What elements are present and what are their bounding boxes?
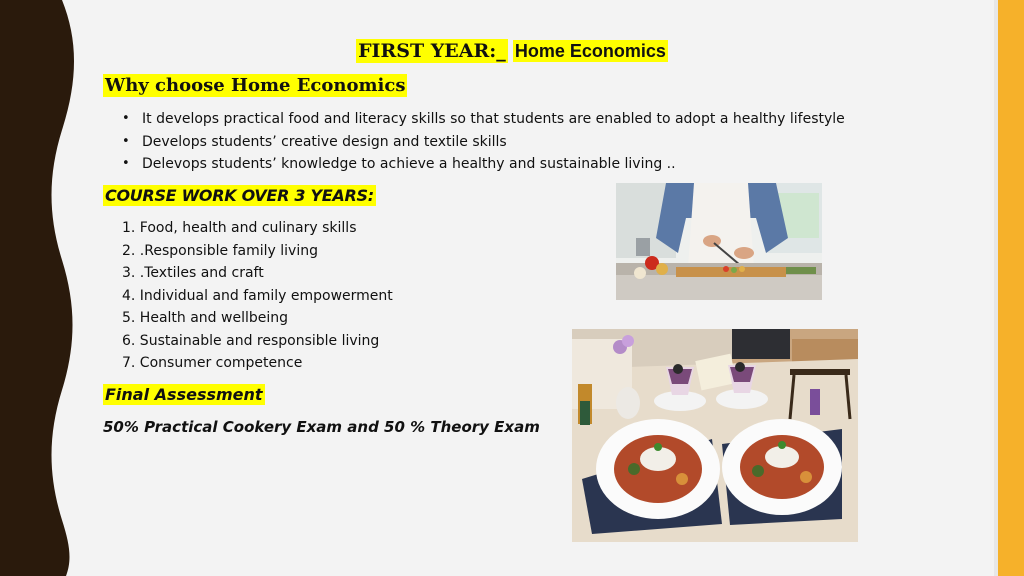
left-wavy-band	[0, 0, 80, 576]
title-year: FIRST YEAR:_	[358, 40, 506, 62]
course-heading: COURSE WORK OVER 3 YEARS:	[105, 186, 374, 205]
course-item: 1. Food, health and culinary skills	[122, 220, 357, 236]
title-subject: Home Economics	[514, 41, 666, 61]
why-item: • Delevops students’ knowledge to achieve a healthy and sustainable living ..	[120, 153, 845, 176]
course-item: 6. Sustainable and responsible living	[122, 332, 380, 349]
right-accent-band	[998, 0, 1024, 576]
why-list	[120, 108, 845, 176]
plated-dishes-photo	[572, 329, 858, 542]
exam-breakdown: 50% Practical Cookery Exam and 50 % Theory Exam	[103, 418, 540, 436]
course-item: 5. Health and wellbeing	[122, 310, 289, 326]
chef-chopping-photo	[616, 183, 822, 300]
course-item: 2. .Responsible family living	[122, 242, 318, 259]
why-heading: Why choose Home Economics	[105, 75, 406, 96]
final-assessment-heading: Final Assessment	[105, 385, 263, 404]
course-item: 7. Consumer competence	[122, 355, 303, 371]
course-item: 3. .Textiles and craft	[122, 265, 264, 281]
course-list	[122, 217, 393, 375]
slide-title	[0, 40, 1024, 62]
why-item: • It develops practical food and literacy skills so that students are enabled to adopt a healthy lifestyle	[120, 108, 845, 131]
course-item: 4. Individual and family empowerment	[122, 287, 393, 304]
why-item: • Develops students’ creative design and textile skills	[120, 131, 845, 154]
